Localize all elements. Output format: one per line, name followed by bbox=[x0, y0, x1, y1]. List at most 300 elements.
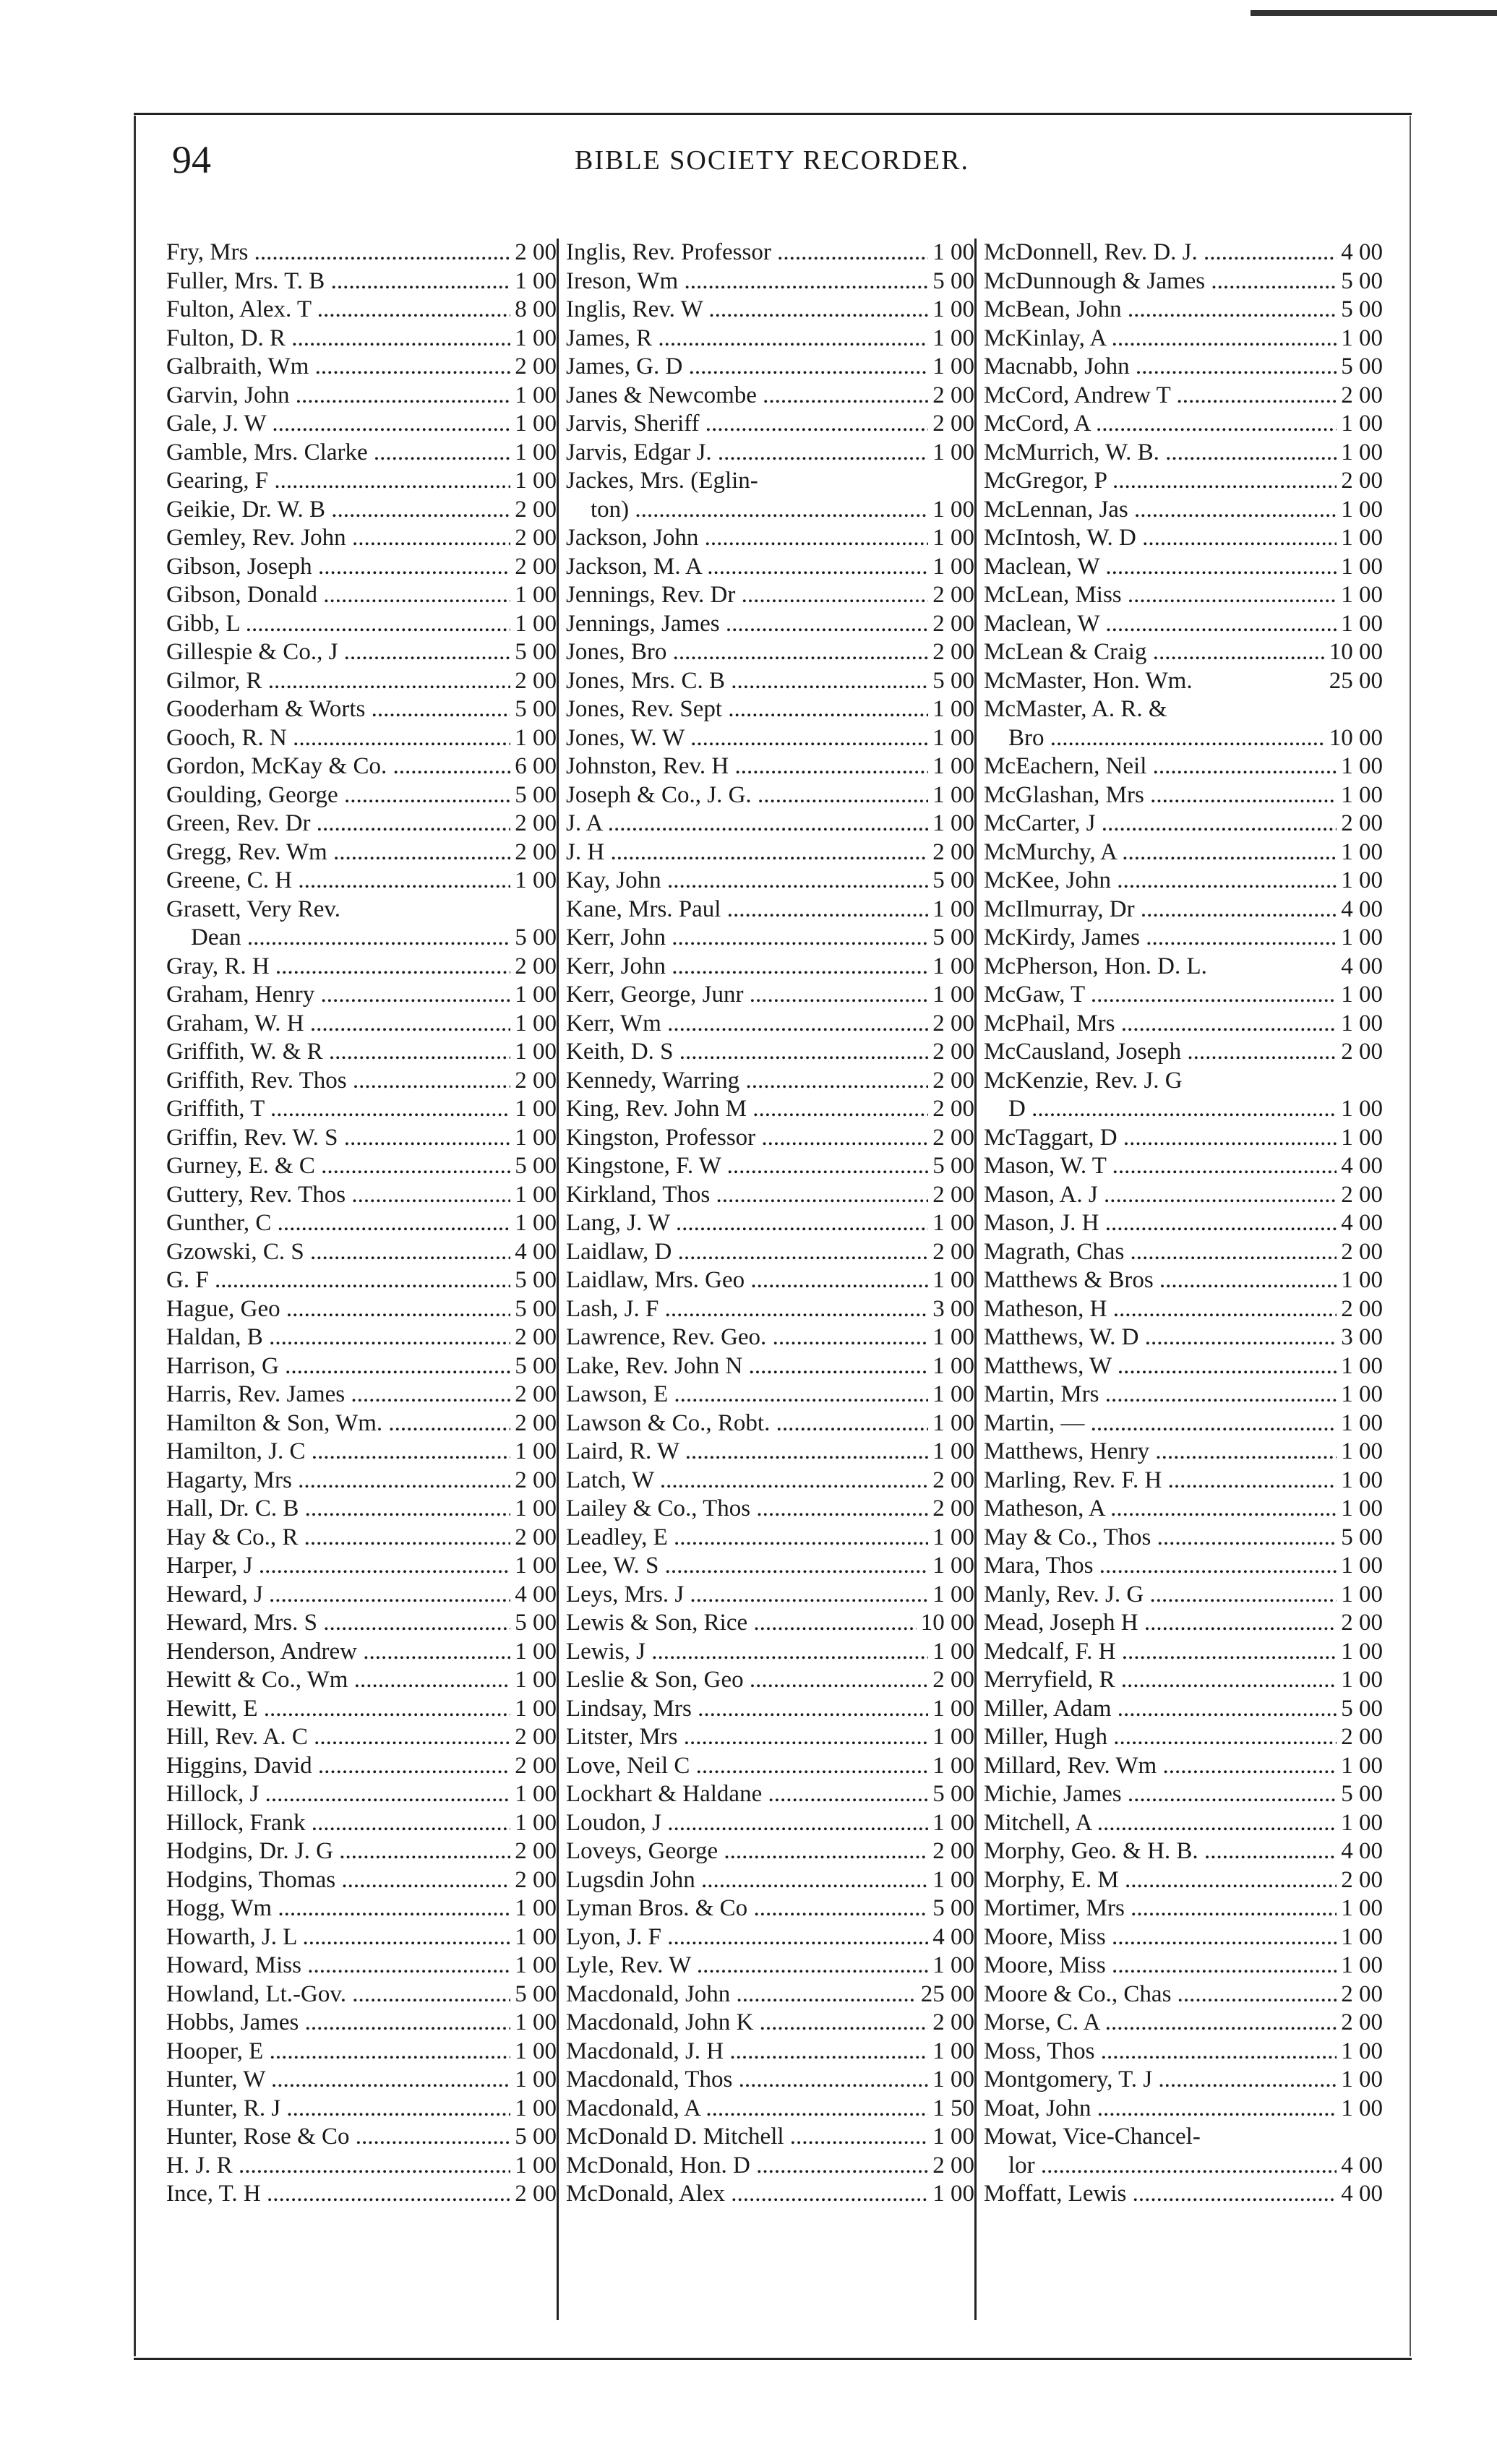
list-item bbox=[566, 1124, 974, 1153]
subscription-amount: 1 00 bbox=[515, 582, 557, 608]
subscription-amount: 1 00 bbox=[515, 1923, 557, 1950]
subscriber-name: Lewis & Son, Rice ..... bbox=[566, 1609, 917, 1638]
subscription-amount: 1 00 bbox=[932, 525, 974, 551]
page-header bbox=[172, 130, 1372, 195]
subscription-amount: 2 00 bbox=[515, 1752, 557, 1779]
list-item bbox=[166, 1666, 557, 1695]
list-item bbox=[984, 410, 1383, 439]
subscriber-name: Lash, J. F ..... bbox=[566, 1295, 928, 1324]
list-item bbox=[166, 239, 557, 267]
list-item bbox=[166, 496, 557, 525]
subscriber-name: Heward, Mrs. S ..... bbox=[166, 1609, 510, 1638]
subscription-amount: 2 00 bbox=[932, 1238, 974, 1265]
list-item bbox=[166, 1809, 557, 1838]
subscriber-name: McKee, John ..... bbox=[984, 867, 1337, 896]
subscriber-name: McCord, A ..... bbox=[984, 410, 1337, 439]
subscription-amount: 2 00 bbox=[932, 1495, 974, 1521]
subscription-amount: 2 00 bbox=[932, 1039, 974, 1065]
list-item bbox=[166, 581, 557, 610]
list-item bbox=[566, 496, 974, 525]
list-item bbox=[566, 1952, 974, 1980]
subscriber-name: James, R ..... bbox=[566, 325, 928, 353]
list-item bbox=[166, 1409, 557, 1438]
list-item bbox=[166, 1381, 557, 1409]
list-item bbox=[566, 410, 974, 439]
list-item bbox=[566, 1524, 974, 1553]
list-item bbox=[166, 296, 557, 325]
list-item bbox=[984, 1010, 1383, 1039]
subscriber-name: Gurney, E. & C ..... bbox=[166, 1152, 510, 1181]
list-item bbox=[166, 953, 557, 982]
subscriber-name: Hill, Rev. A. C ..... bbox=[166, 1723, 510, 1752]
subscription-amount: 2 00 bbox=[515, 1524, 557, 1550]
subscription-amount: 1 00 bbox=[932, 810, 974, 836]
list-item bbox=[566, 1409, 974, 1438]
subscriber-name: McGlashan, Mrs ..... bbox=[984, 781, 1337, 810]
list-item bbox=[566, 1581, 974, 1610]
subscriber-name: McMurrich, W. B. ..... bbox=[984, 439, 1337, 468]
subscriber-name: McPherson, Hon. D. L. bbox=[984, 953, 1207, 979]
list-item bbox=[566, 695, 974, 724]
list-item bbox=[566, 752, 974, 781]
list-item bbox=[984, 2009, 1383, 2038]
subscriber-name: D ..... bbox=[984, 1095, 1337, 1124]
subscription-amount: 1 00 bbox=[515, 1210, 557, 1236]
subscriber-name: Morphy, Geo. & H. B. ..... bbox=[984, 1837, 1337, 1866]
list-item bbox=[984, 2152, 1383, 2181]
subscriber-name: Matheson, H ..... bbox=[984, 1295, 1337, 1324]
subscription-amount: 4 00 bbox=[1341, 1210, 1383, 1236]
right-border bbox=[1410, 116, 1411, 2356]
subscriber-name: Jackes, Mrs. (Eglin- bbox=[566, 468, 758, 494]
subscription-amount: 1 00 bbox=[515, 439, 557, 465]
list-item bbox=[566, 1723, 974, 1752]
subscription-amount: 1 00 bbox=[515, 724, 557, 751]
subscriber-name: Laird, R. W ..... bbox=[566, 1438, 928, 1467]
subscriber-name: Maclean, W ..... bbox=[984, 553, 1337, 582]
list-item bbox=[166, 1467, 557, 1495]
list-item bbox=[566, 524, 974, 553]
subscriber-name: Lyman Bros. & Co ..... bbox=[566, 1894, 928, 1923]
subscription-amount: 1 00 bbox=[932, 1638, 974, 1665]
list-item bbox=[566, 1266, 974, 1295]
subscription-amount: 1 00 bbox=[932, 1952, 974, 1978]
subscription-amount: 5 00 bbox=[515, 639, 557, 665]
subscription-amount: 2 00 bbox=[932, 1124, 974, 1151]
subscription-amount: 5 00 bbox=[932, 1781, 974, 1807]
list-item bbox=[566, 2123, 974, 2152]
subscriber-name: Mason, J. H ..... bbox=[984, 1209, 1337, 1238]
list-item bbox=[566, 810, 974, 838]
list-item bbox=[984, 496, 1383, 525]
subscriber-name: Gibb, L ..... bbox=[166, 610, 510, 639]
subscription-amount: 1 00 bbox=[932, 1695, 974, 1722]
subscription-amount: 2 00 bbox=[515, 1838, 557, 1864]
list-item bbox=[166, 1010, 557, 1039]
list-item bbox=[166, 752, 557, 781]
subscriber-name: Garvin, John ..... bbox=[166, 382, 510, 411]
column-3 bbox=[974, 239, 1383, 2320]
subscription-amount: 5 00 bbox=[1341, 296, 1383, 322]
subscription-amount: 1 00 bbox=[1341, 1581, 1383, 1607]
list-item bbox=[166, 2152, 557, 2181]
list-item bbox=[984, 1752, 1383, 1781]
subscription-amount: 1 00 bbox=[1341, 1895, 1383, 1921]
list-item bbox=[566, 867, 974, 896]
subscription-amount: 1 00 bbox=[932, 1381, 974, 1407]
subscriber-name: Lailey & Co., Thos ..... bbox=[566, 1495, 928, 1524]
list-item bbox=[566, 1181, 974, 1210]
list-item bbox=[166, 382, 557, 411]
subscriber-name: Graham, Henry ..... bbox=[166, 981, 510, 1010]
subscriber-name: Fulton, D. R ..... bbox=[166, 325, 510, 353]
list-item bbox=[166, 981, 557, 1010]
subscriber-name: Lang, J. W ..... bbox=[566, 1209, 928, 1238]
subscription-amount: 2 00 bbox=[932, 1181, 974, 1208]
subscription-amount: 1 00 bbox=[932, 1809, 974, 1836]
list-item bbox=[166, 1266, 557, 1295]
subscriber-name: Ince, T. H ..... bbox=[166, 2180, 510, 2209]
subscriber-name: McDonnell, Rev. D. J. ..... bbox=[984, 239, 1337, 267]
subscriber-name: Moss, Thos ..... bbox=[984, 2038, 1337, 2066]
subscription-amount: 5 00 bbox=[515, 924, 557, 950]
subscription-amount: 1 00 bbox=[932, 2181, 974, 2207]
subscriber-name: Hay & Co., R ..... bbox=[166, 1524, 510, 1553]
list-item bbox=[566, 1238, 974, 1267]
list-item bbox=[566, 1038, 974, 1067]
subscriber-name: Gale, J. W ..... bbox=[166, 410, 510, 439]
list-item bbox=[984, 724, 1383, 753]
subscription-amount: 5 00 bbox=[1341, 353, 1383, 379]
subscription-amount: 1 00 bbox=[515, 382, 557, 408]
list-item bbox=[984, 1609, 1383, 1638]
subscription-amount: 1 00 bbox=[932, 1866, 974, 1893]
subscriber-name: McLean & Craig ..... bbox=[984, 638, 1325, 667]
subscription-amount: 1 00 bbox=[515, 1952, 557, 1978]
list-item bbox=[166, 553, 557, 582]
subscriber-name: Hooper, E ..... bbox=[166, 2038, 510, 2066]
subscriber-name: Lewis, J ..... bbox=[566, 1638, 928, 1667]
subscription-amount: 1 00 bbox=[932, 439, 974, 465]
subscription-amount: 5 00 bbox=[932, 924, 974, 950]
subscriber-name: McMaster, A. R. & bbox=[984, 696, 1167, 722]
list-item bbox=[566, 1809, 974, 1838]
subscriber-name: Hamilton, J. C ..... bbox=[166, 1438, 510, 1467]
subscriber-name: Hillock, J ..... bbox=[166, 1780, 510, 1809]
list-item bbox=[166, 810, 557, 838]
list-item bbox=[566, 1609, 974, 1638]
subscription-amount: 1 00 bbox=[932, 724, 974, 751]
subscriber-name: Lake, Rev. John N ..... bbox=[566, 1352, 928, 1381]
subscription-amount: 2 00 bbox=[932, 610, 974, 637]
subscription-amount: 2 00 bbox=[932, 838, 974, 865]
subscription-amount: 1 00 bbox=[1341, 1267, 1383, 1293]
subscription-amount: 2 00 bbox=[515, 1724, 557, 1750]
list-item bbox=[166, 896, 557, 924]
list-item bbox=[566, 610, 974, 639]
subscriber-name: McBean, John ..... bbox=[984, 296, 1337, 325]
list-item bbox=[984, 1323, 1383, 1352]
subscription-amount: 1 00 bbox=[1341, 1638, 1383, 1665]
subscription-amount: 1 00 bbox=[1341, 1409, 1383, 1436]
subscriber-name: Heward, J ..... bbox=[166, 1581, 510, 1610]
list-item bbox=[984, 581, 1383, 610]
subscription-amount: 4 00 bbox=[515, 1238, 557, 1265]
subscriber-name: Griffith, T ..... bbox=[166, 1095, 510, 1124]
list-item bbox=[984, 981, 1383, 1010]
subscriber-name: Macdonald, John K ..... bbox=[566, 2009, 928, 2038]
list-item bbox=[566, 1381, 974, 1409]
column-1 bbox=[166, 239, 557, 2320]
list-item bbox=[984, 838, 1383, 867]
subscriber-name: Johnston, Rev. H ..... bbox=[566, 752, 928, 781]
subscription-amount: 1 00 bbox=[515, 867, 557, 893]
subscriber-name: Keith, D. S ..... bbox=[566, 1038, 928, 1067]
subscriber-name: Moore, Miss ..... bbox=[984, 1952, 1337, 1980]
subscriber-name: Haldan, B ..... bbox=[166, 1323, 510, 1352]
subscriber-name: Jarvis, Edgar J. ..... bbox=[566, 439, 928, 468]
subscription-amount: 1 00 bbox=[932, 1324, 974, 1350]
list-item bbox=[566, 667, 974, 696]
list-item bbox=[984, 353, 1383, 382]
subscriber-name: Morphy, E. M ..... bbox=[984, 1866, 1337, 1895]
subscription-amount: 1 00 bbox=[515, 1638, 557, 1665]
subscription-amount: 1 00 bbox=[1341, 553, 1383, 580]
subscription-amount: 2 00 bbox=[515, 496, 557, 523]
list-item bbox=[566, 1894, 974, 1923]
subscription-amount: 1 00 bbox=[515, 1438, 557, 1464]
subscriber-name: McTaggart, D ..... bbox=[984, 1124, 1337, 1153]
list-item bbox=[166, 2009, 557, 2038]
list-item bbox=[166, 1038, 557, 1067]
subscription-amount: 2 00 bbox=[515, 810, 557, 836]
subscription-amount: 1 00 bbox=[932, 953, 974, 979]
list-item bbox=[166, 1695, 557, 1724]
subscriber-name: Mead, Joseph H ..... bbox=[984, 1609, 1337, 1638]
list-item bbox=[984, 1067, 1383, 1096]
subscriber-name: Gearing, F ..... bbox=[166, 467, 510, 496]
list-item bbox=[984, 1666, 1383, 1695]
list-item bbox=[984, 553, 1383, 582]
subscriber-name: McPhail, Mrs ..... bbox=[984, 1010, 1337, 1039]
subscriber-name: McKirdy, James ..... bbox=[984, 924, 1337, 953]
subscriber-name: McLean, Miss ..... bbox=[984, 581, 1337, 610]
subscription-amount: 2 00 bbox=[1341, 1980, 1383, 2007]
subscriber-name: Galbraith, Wm ..... bbox=[166, 353, 510, 382]
list-item bbox=[984, 1352, 1383, 1381]
list-item bbox=[166, 2123, 557, 2152]
subscriber-name: Hamilton & Son, Wm. ..... bbox=[166, 1409, 510, 1438]
subscriber-name: Leslie & Son, Geo ..... bbox=[566, 1666, 928, 1695]
list-item bbox=[984, 896, 1383, 924]
subscriber-name: Griffith, W. & R ..... bbox=[166, 1038, 510, 1067]
subscription-amount: 2 00 bbox=[932, 1838, 974, 1864]
subscriber-name: Love, Neil C ..... bbox=[566, 1752, 928, 1781]
list-item bbox=[166, 1552, 557, 1581]
subscription-amount: 1 00 bbox=[932, 896, 974, 922]
subscription-amount: 1 00 bbox=[932, 325, 974, 351]
list-item bbox=[984, 1124, 1383, 1153]
subscriber-name: Kay, John ..... bbox=[566, 867, 928, 896]
list-item bbox=[166, 1524, 557, 1553]
list-item bbox=[166, 1352, 557, 1381]
scan-edge-mark bbox=[1251, 10, 1497, 16]
subscription-amount: 1 00 bbox=[932, 296, 974, 322]
subscription-amount: 1 00 bbox=[515, 1010, 557, 1036]
list-item bbox=[566, 638, 974, 667]
subscription-amount: 2 00 bbox=[932, 411, 974, 437]
subscription-amount: 5 00 bbox=[1341, 1695, 1383, 1722]
subscriber-name: J. H ..... bbox=[566, 838, 928, 867]
list-item bbox=[984, 1809, 1383, 1838]
list-item bbox=[984, 2095, 1383, 2124]
list-item bbox=[166, 781, 557, 810]
subscription-amount: 1 00 bbox=[932, 1724, 974, 1750]
list-item bbox=[166, 353, 557, 382]
subscriber-name: McEachern, Neil ..... bbox=[984, 752, 1337, 781]
subscriber-name: Henderson, Andrew ..... bbox=[166, 1638, 510, 1667]
subscriber-name: Macdonald, J. H ..... bbox=[566, 2038, 928, 2066]
subscription-amount: 1 00 bbox=[1341, 2095, 1383, 2121]
list-item bbox=[166, 1181, 557, 1210]
subscriber-name: G. F ..... bbox=[166, 1266, 510, 1295]
subscription-amount: 2 00 bbox=[515, 838, 557, 865]
subscription-amount: 2 00 bbox=[515, 1866, 557, 1893]
list-item bbox=[566, 581, 974, 610]
subscriber-name: Kingstone, F. W ..... bbox=[566, 1152, 928, 1181]
subscription-amount bbox=[1378, 1067, 1383, 1096]
subscriber-name: ton) ..... bbox=[566, 496, 928, 525]
subscriber-name: Gregg, Rev. Wm ..... bbox=[166, 838, 510, 867]
subscription-amount: 1 00 bbox=[932, 496, 974, 523]
list-item bbox=[566, 1866, 974, 1895]
list-item bbox=[166, 1837, 557, 1866]
subscriber-name: Macdonald, Thos ..... bbox=[566, 2066, 928, 2095]
subscription-amount: 1 00 bbox=[932, 1409, 974, 1436]
subscriber-name: Howarth, J. L ..... bbox=[166, 1923, 510, 1952]
list-item bbox=[166, 924, 557, 953]
list-item bbox=[984, 1295, 1383, 1324]
column-2 bbox=[557, 239, 974, 2320]
list-item bbox=[166, 1295, 557, 1324]
subscriber-name: Lindsay, Mrs ..... bbox=[566, 1695, 928, 1724]
subscription-amount: 1 00 bbox=[1341, 1438, 1383, 1464]
subscription-amount: 5 00 bbox=[515, 1153, 557, 1179]
subscriber-name: H. J. R ..... bbox=[166, 2152, 510, 2181]
list-item bbox=[166, 1723, 557, 1752]
list-item bbox=[566, 838, 974, 867]
list-item bbox=[166, 1124, 557, 1153]
list-item bbox=[566, 2095, 974, 2124]
subscription-amount: 2 00 bbox=[1341, 382, 1383, 408]
subscription-amount: 1 00 bbox=[515, 1039, 557, 1065]
subscriber-name: Leys, Mrs. J ..... bbox=[566, 1581, 928, 1610]
list-item bbox=[566, 1438, 974, 1467]
subscriber-name: Matheson, A ..... bbox=[984, 1495, 1337, 1524]
subscription-amount: 2 00 bbox=[515, 2181, 557, 2207]
subscriber-name: McDunnough & James ..... bbox=[984, 267, 1337, 296]
subscription-amount: 2 00 bbox=[1341, 1866, 1383, 1893]
list-item bbox=[566, 924, 974, 953]
list-item bbox=[166, 410, 557, 439]
subscriber-name: Mason, A. J ..... bbox=[984, 1181, 1337, 1210]
list-item bbox=[984, 524, 1383, 553]
subscription-amount: 1 00 bbox=[515, 2038, 557, 2064]
list-item bbox=[166, 1323, 557, 1352]
subscription-amount: 1 00 bbox=[1341, 1096, 1383, 1122]
subscription-amount: 2 00 bbox=[932, 382, 974, 408]
subscription-amount: 2 00 bbox=[1341, 1238, 1383, 1265]
subscriber-name: McIntosh, W. D ..... bbox=[984, 524, 1337, 553]
subscriber-name: Guttery, Rev. Thos ..... bbox=[166, 1181, 510, 1210]
subscription-amount: 2 00 bbox=[932, 582, 974, 608]
subscriber-name: Jennings, James ..... bbox=[566, 610, 928, 639]
subscription-amount: 1 00 bbox=[515, 2095, 557, 2121]
subscriber-name: Kennedy, Warring ..... bbox=[566, 1067, 928, 1096]
list-item bbox=[566, 2180, 974, 2209]
subscriber-name: Miller, Adam ..... bbox=[984, 1695, 1337, 1724]
list-item bbox=[166, 1209, 557, 1238]
list-item bbox=[166, 1894, 557, 1923]
subscriber-name: Gzowski, C. S ..... bbox=[166, 1238, 510, 1267]
subscription-amount: 1 00 bbox=[1341, 1952, 1383, 1978]
subscription-amount: 1 00 bbox=[1341, 1809, 1383, 1836]
list-item bbox=[984, 1181, 1383, 1210]
subscriber-name: Jackson, M. A ..... bbox=[566, 553, 928, 582]
subscriber-name: Hewitt, E ..... bbox=[166, 1695, 510, 1724]
list-item bbox=[566, 1010, 974, 1039]
list-item bbox=[566, 2152, 974, 2181]
list-item bbox=[166, 1980, 557, 2009]
subscription-amount: 1 00 bbox=[515, 1553, 557, 1579]
subscription-amount: 1 00 bbox=[1341, 867, 1383, 893]
subscription-amount: 1 00 bbox=[515, 2066, 557, 2092]
list-item bbox=[984, 2038, 1383, 2066]
subscription-amount: 1 00 bbox=[515, 1495, 557, 1521]
subscription-amount: 1 00 bbox=[932, 982, 974, 1008]
subscriber-name: Gilmor, R ..... bbox=[166, 667, 510, 696]
subscriber-name: Jones, Rev. Sept ..... bbox=[566, 695, 928, 724]
subscription-amount: 1 00 bbox=[1341, 582, 1383, 608]
subscriber-name: Harper, J ..... bbox=[166, 1552, 510, 1581]
subscriber-name: Martin, Mrs ..... bbox=[984, 1381, 1337, 1409]
list-item bbox=[566, 467, 974, 496]
subscriber-name: Mortimer, Mrs ..... bbox=[984, 1894, 1337, 1923]
list-item bbox=[166, 325, 557, 353]
list-item bbox=[166, 1581, 557, 1610]
subscriber-name: Gamble, Mrs. Clarke ..... bbox=[166, 439, 510, 468]
subscription-amount: 1 00 bbox=[932, 2066, 974, 2092]
subscription-amount: 5 00 bbox=[932, 267, 974, 294]
subscription-amount: 1 00 bbox=[1341, 982, 1383, 1008]
subscriber-name: Matthews, Henry ..... bbox=[984, 1438, 1337, 1467]
subscription-amount: 1 00 bbox=[515, 1124, 557, 1151]
subscription-amount: 5 00 bbox=[932, 667, 974, 694]
subscription-amount: 1 00 bbox=[515, 325, 557, 351]
subscriber-name: King, Rev. John M ..... bbox=[566, 1095, 928, 1124]
subscription-amount: 1 00 bbox=[1341, 1495, 1383, 1521]
subscriber-name: Magrath, Chas ..... bbox=[984, 1238, 1337, 1267]
subscriber-name: Fulton, Alex. T ..... bbox=[166, 296, 510, 325]
list-item bbox=[984, 667, 1383, 696]
subscriber-name: Hobbs, James ..... bbox=[166, 2009, 510, 2038]
list-item bbox=[984, 924, 1383, 953]
subscriber-name: McLennan, Jas ..... bbox=[984, 496, 1337, 525]
left-border bbox=[134, 116, 136, 2356]
subscriber-name: Hewitt & Co., Wm ..... bbox=[166, 1666, 510, 1695]
subscription-amount: 2 00 bbox=[1341, 1610, 1383, 1636]
subscription-amount: 1 00 bbox=[1341, 439, 1383, 465]
